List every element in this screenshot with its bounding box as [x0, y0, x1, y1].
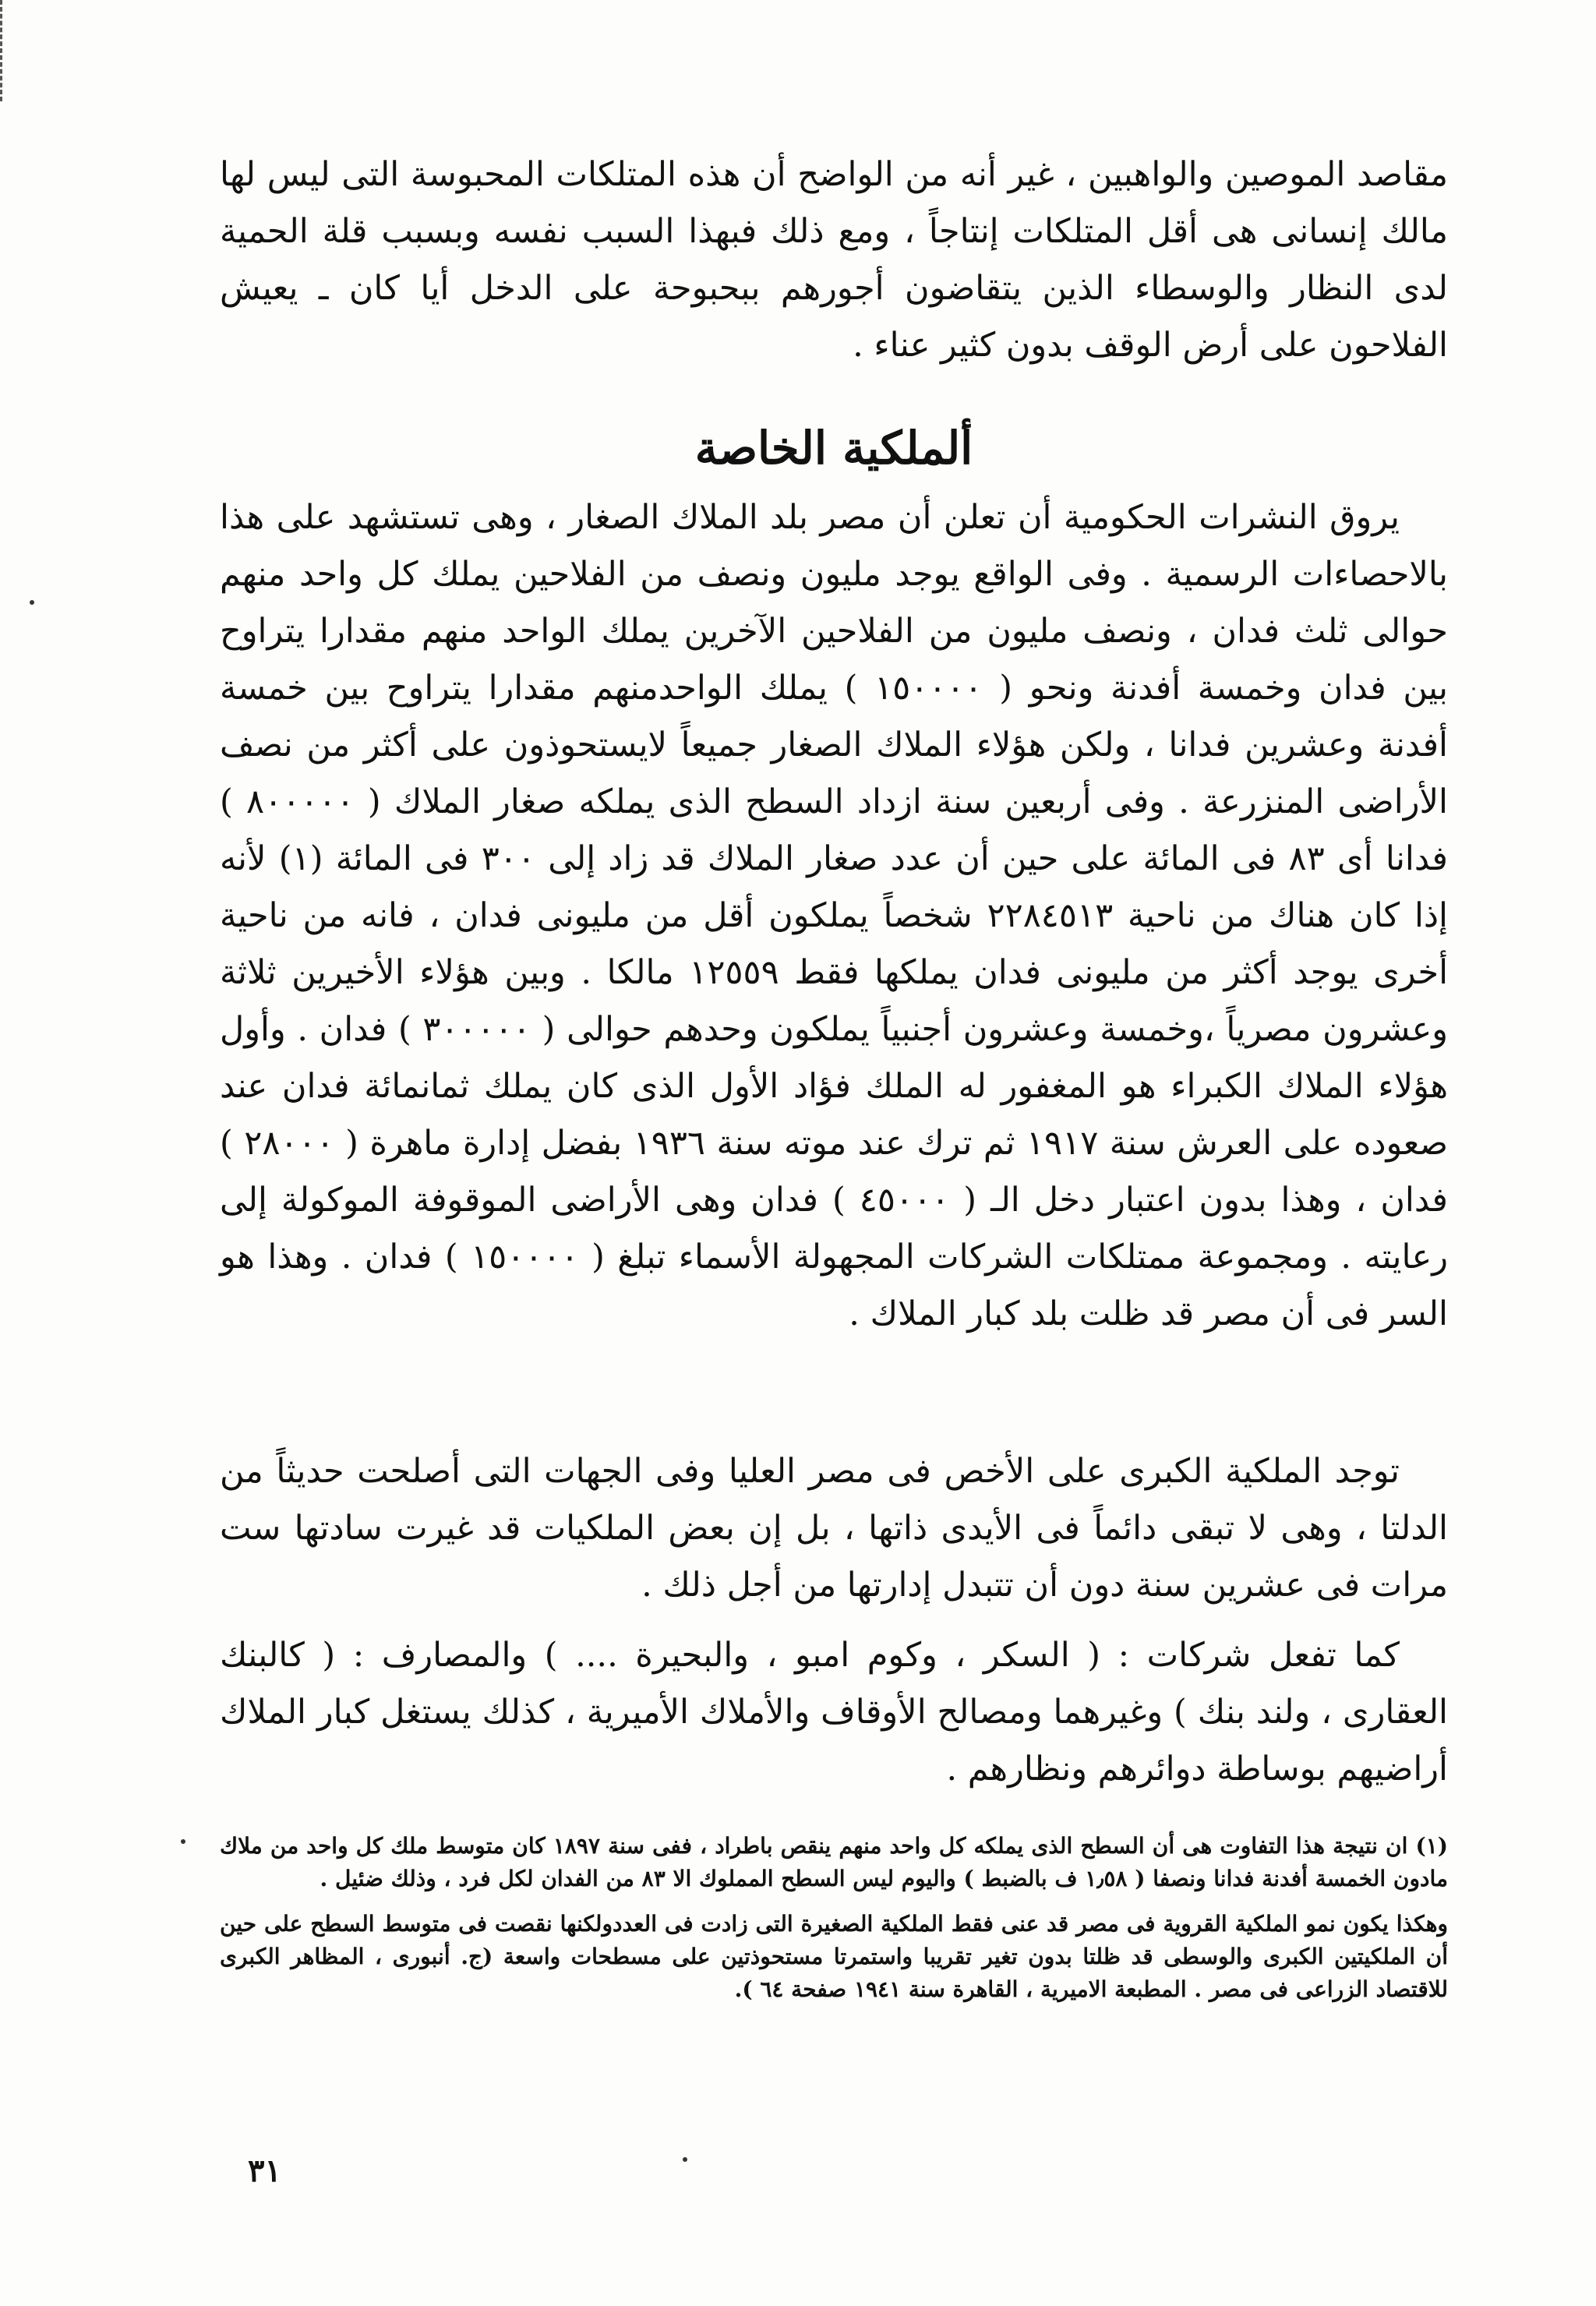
body-paragraph-2	[220, 489, 1448, 1343]
footnotes	[220, 1830, 1448, 2018]
paragraph-text: توجد الملكية الكبرى على الأخص فى مصر العليا وفى الجهات التى أصلحت حديثاً من الدلتا ، وهى لا تبقى دائماً فى الأيدى ذاتها ، بل إن بعض الملكيات قد غيرت سادتها ست مرات فى عشرين سنة دون أن تتبدل إدارتها من أجل ذلك .	[220, 1452, 1448, 1605]
body-paragraph-3	[220, 1443, 1448, 1614]
body-paragraph-1	[220, 147, 1448, 374]
section-heading: ألملكية الخاصة	[694, 422, 973, 475]
page-edge-mark	[0, 0, 6, 101]
body-paragraph-4	[220, 1627, 1448, 1798]
scan-speck	[683, 2157, 687, 2162]
paragraph-text: مقاصد الموصين والواهبين ، غير أنه من الواضح أن هذه المتلكات المحبوسة التى ليس لها مالك إنسانى هى أقل المتلكات إنتاجاً ، ومع ذلك فبهذا السبب نفسه وبسبب قلة الحمية لدى النظار والوسطاء الذين يتقاضون أجورهم ببحبوحة على الدخل أيا كان ـ يعيش الفلاحون على أرض الوقف بدون كثير عناء .	[220, 155, 1448, 365]
footnote-2: وهكذا يكون نمو الملكية القروية فى مصر قد عنى فقط الملكية الصغيرة التى زادت فى العددولكنها نقصت فى متوسط السطح على حين أن الملكيتين الكبرى والوسطى قد ظلتا بدون تغير تقريبا واستمرتا مستحوذتين على مسطحات واسعة (ج. أنبورى ، المظاهر الكبرى للاقتصاد الزراعى فى مصر . المطبعة الاميرية ، القاهرة سنة ١٩٤١ صفحة ٦٤ ).	[220, 1911, 1449, 2002]
scan-speck	[181, 1839, 185, 1844]
paragraph-text: كما تفعل شركات : ( السكر ، وكوم امبو ، والبحيرة .... ) والمصارف : ( كالبنك العقارى ، ولند بنك ) وغيرهما ومصالح الأوقاف والأملاك الأميرية ، كذلك يستغل كبار الملاك أراضيهم بوساطة دوائرهم ونظارهم .	[220, 1636, 1448, 1789]
scan-speck	[30, 600, 34, 605]
page-number: ٣١	[248, 2152, 281, 2189]
footnote-1: (١) ان نتيجة هذا التفاوت هى أن السطح الذى يملكه كل واحد منهم ينقص باطراد ، ففى سنة ١٨٩٧ كان متوسط ملك كل واحد من ملاك مادون الخمسة أفدنة فدانا ونصفا ( ١٫٥٨ ف بالضبط ) واليوم ليس السطح المملوك الا ٨٣ من الفدان لكل فرد ، وذلك ضئيل .	[220, 1833, 1448, 1891]
paragraph-text: يروق النشرات الحكومية أن تعلن أن مصر بلد الملاك الصغار ، وهى تستشهد على هذا بالاحصاءات الرسمية . وفى الواقع يوجد مليون ونصف من الفلاحين يملك كل واحد منهم حوالى ثلث فدان ، ونصف مليون من الفلاحين الآخرين يملك الواحد منهم مقدارا يتراوح بين فدان وخمسة أفدنة ونحو ( ١٥٠٠٠٠ ) يملك الواحدمنهم مقدارا يتراوح بين خمسة أفدنة وعشرين فدانا ، ولكن هؤلاء الملاك الصغار جميعاً لايستحوذون على أكثر من نصف الأراضى المنزرعة . وفى أربعين سنة ازداد السطح الذى يملكه صغار الملاك ( ٨٠٠٠٠٠ ) فدانا أى ٨٣ فى المائة على حين أن عدد صغار الملاك قد زاد إلى ٣٠٠ فى المائة (١) لأنه إذا كان هناك من ناحية ٢٢٨٤٥١٣ شخصاً يملكون أقل من مليونى فدان ، فانه من ناحية أخرى يوجد أكثر من مليونى فدان يملكها فقط ١٢٥٥٩ مالكا . وبين هؤلاء الأخيرين ثلاثة وعشرون مصرياً ،وخمسة وعشرون أجنبياً يملكون وحدهم حوالى ( ٣٠٠٠٠٠ ) فدان . وأول هؤلاء الملاك الكبراء هو المغفور له الملك فؤاد الأول الذى كان يملك ثمانمائة فدان عند صعوده على العرش سنة ١٩١٧ ثم ترك عند موته سنة ١٩٣٦ بفضل إدارة ماهرة ( ٢٨٠٠٠ ) فدان ، وهذا بدون اعتبار دخل الـ ( ٤٥٠٠٠ ) فدان وهى الأراضى الموقوفة الموكولة إلى رعايته . ومجموعة ممتلكات الشركات المجهولة الأسماء تبلغ ( ١٥٠٠٠٠ ) فدان . وهذا هو السر فى أن مصر قد ظلت بلد كبار الملاك .	[220, 498, 1449, 1333]
